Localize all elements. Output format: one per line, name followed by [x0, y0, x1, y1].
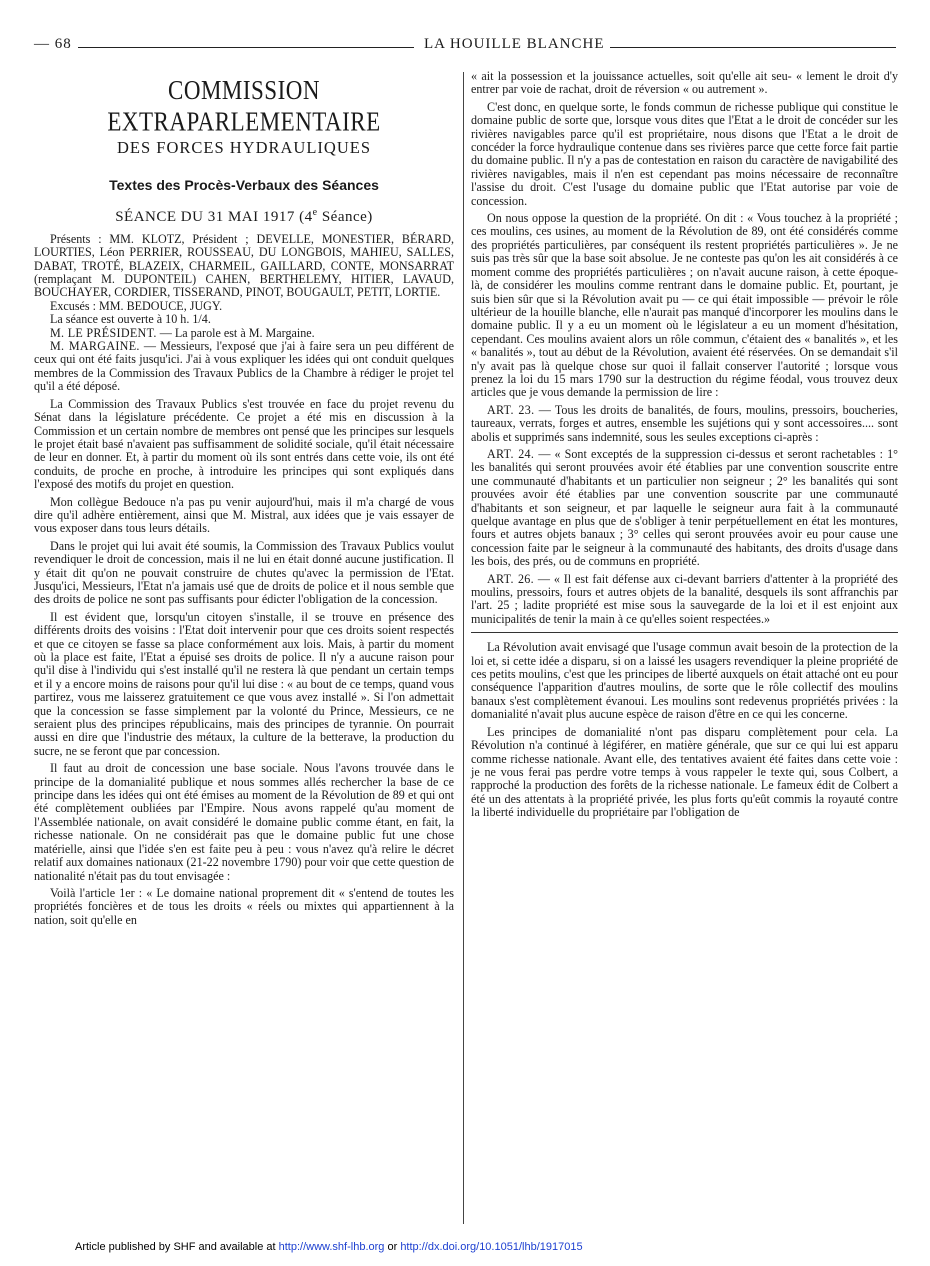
paragraph: Voilà l'article 1er : « Le domaine national proprement dit « s'entend de toutes les propriétés foncières et de tous les droits « réels ou mixtes qui appartiennent à la nation, soit qu'elle en — [34, 885, 454, 927]
right-column — [471, 70, 898, 820]
article-label: ART. 24. — [487, 446, 535, 461]
paragraph: « ait la possession et la jouissance actuelles, soit qu'elle ait seu- « lement le droit d'y entrer par voie de rachat, droit de réversion « ou autrement ». — [471, 69, 898, 97]
page-number: — 68 — [34, 36, 78, 53]
paragraph: Il faut au droit de concession une base sociale. Nous l'avons trouvée dans le principe de la domanialité publique et nous sommes allés rechercher la base de ce principe dans les idées qui ont été émises au moment de la Révolution de 89 et qui ont été complètement oubliées par l'Empire. Nous avons rappelé qu'au moment de l'Assemblée nationale, on avait considéré le domaine public comme étant, en fait, la richesse nationale. On ne considérait pas que le domaine public fut une chose matérielle, ainsi que l'idée s'en est faite peu à peu : vous n'avez qu'à relire le décret relatif aux domaines nationaux (21-22 novembre 1790) pour voir que cette question de nationalité n'était pas du tout envisagée : — [34, 761, 454, 883]
paragraph: M. LE PRÉSIDENT. — La parole est à M. Margaine. — [50, 325, 315, 340]
commission-title: COMMISSION EXTRAPARLEMENTAIRE — [107, 75, 381, 137]
running-header — [34, 36, 896, 56]
article-paragraph: ART. 23. — Tous les droits de banalités, de fours, moulins, pressoirs, boucheries, taureaux, verrats, forges et autres, ensemble les sujétions qui y sont accessoires.... sont abolis et supprimés sans indemnité, sous les seules exceptions ci-après : — [471, 402, 898, 444]
article-paragraph: ART. 26. — « Il est fait défense aux ci-devant barriers d'attenter à la propriété des moulins, pressoirs, fours et autres objets de la banalité, desquels ils sont affranchis par l'art. 25 ; ladite propriété est mise sous la sauvegarde de la loi et il est enjoint aux municipalités de tenir la main à ce qu'elles soient respectées.» — [471, 571, 898, 626]
excused-line: Excusés : MM. BEDOUCE, JUGY. — [50, 298, 223, 313]
paragraph: Les principes de domanialité n'ont pas disparu complètement pour cela. La Révolution n'a continué à légiférer, en matière générale, que sur ce qui lui est apparu comme richesse nationale. Avant elle, des tentatives avaient été faites dans cette voie : je ne vous ferai pas perdre votre temps à vous rappeler le texte qui, sous Colbert, a rapproché la production des forêts de la richesse nationale. Le fameux édit de Colbert a été un des attentats à la propriété privée, les plus forts qu'eût commis la royauté contre la liberté individuelle du propriétaire par l'obligation de — [471, 724, 898, 820]
paragraph: M. MARGAINE. — Messieurs, l'exposé que j'ai à faire sera un peu différent de ceux qui ont été faits jusqu'ici. J'ai à vous expliquer les idées qui ont conduit quelques membres de la Commission des Travaux Publics de la Chambre à rédiger le projet tel qu'il a été déposé. — [34, 339, 454, 394]
left-column — [34, 70, 454, 927]
section-heading: Textes des Procès-Verbaux des Séances — [109, 177, 379, 193]
column-divider — [463, 72, 464, 1224]
publication-footer: Article published by SHF and available at http://www.shf-lhb.org or http://dx.doi.org/10.1051/lhb/1917015 — [75, 1241, 583, 1253]
paragraph: C'est donc, en quelque sorte, le fonds commun de richesse publique qui constitue le domaine public de sorte que, lorsque vous dites que l'Etat a le droit de concéder sur les rivières navigables parce qu'il est propriétaire, nous disons que l'Etat a le droit de concéder la force hydraulique contenue dans ses rivières parce que cette force fait partie du domaine public. Il n'y a pas de contestation en raison du caractère de navigabilité des rivières navigables, mais il n'en est cependant pas moins nécessaire de reconnaître l'assise du droit. C'est l'usage du domaine public que l'Etat autorise par voie de concession. — [471, 99, 898, 208]
paragraph: Dans le projet qui lui avait été soumis, la Commission des Travaux Publics voulut revendiquer le droit de concession, mais il ne lui en était donné aucune justification. Il y était dit qu'on ne pouvait construire de chutes qu'avec la permission de l'Etat. Jusqu'ici, Messieurs, l'Etat n'a jamais usé que de droits de police et il nous semble que des droits de police ne sont pas suffisants pour édicter l'obligation de la concession. — [34, 538, 454, 607]
paragraph: On nous oppose la question de la propriété. On dit : « Vous touchez à la propriété ; ces moulins, ces usines, au moment de la Révolution de 89, ont été considérés comme des propriétés particulières, par conséquent ils restent propriétés particulières ». Je ne suis pas très sûr que la base soit absolue. Je ne conteste pas qu'on les ait considérés à ce moment comme des propriétés particulières ; on n'avait aucune raison, à cette époque-là, de considérer les moulins comme rentrant dans le domaine public. Et, pourtant, je suis bien sûr que si la Révolution avait pu — ce qui était impossible — prévoir le rôle ultérieur de la houille blanche, elle n'aurait pas manqué d'incorporer les moulins dans le domaine public. Il y a eu un moment où le législateur a eu un moment d'hésitation, cependant. Ces moulins avaient alors un rôle commun, c'étaient des « banalités », et les « banalités », tout au début de la Révolution, avaient été réservées. On se demandait s'il n'y avait pas là quelque chose sur quoi il fallait conserver l'autorité ; lorsque vous prenez la loi du 15 mars 1790 sur la destruction du régime féodal, vous trouvez deux articles que je vous demande la permission de lire : — [471, 211, 898, 400]
shf-link[interactable]: http://www.shf-lhb.org — [278, 1241, 385, 1253]
journal-title: LA HOUILLE BLANCHE — [418, 36, 610, 53]
paragraph: Il est évident que, lorsqu'un citoyen s'installe, il se trouve en présence des différents droits des voisins : l'Etat doit intervenir pour que ces droits soient respectés et que ce citoyen se fasse sa place conformément aux lois. Mais, à partir du moment où la place est faite, l'Etat a épuisé ses droits de police. Il n'y a aucune raison pour qu'il dise à l'individu qui s'est installé qu'il ne restera là que pendant un certain temps et il y a encore moins de raisons pour qu'il lui dise : « au bout de ce temps, quand vous partirez, vous me laisserez gratuitement ce que vous avez installé ». Si l'on admettait que la concession se fasse simplement par la volonté du Prince, Messieurs, ce ne seraient plus des principes républicains, mais des principes de tyrannie. On pourrait aussi en dire que l'industrie des métaux, la culture de la betterave, la production du sucre, ne se feront que par concession. — [34, 609, 454, 758]
article-label: ART. 23. — [487, 402, 535, 417]
header-rule-left — [34, 47, 414, 48]
doi-link[interactable]: http://dx.doi.org/10.1051/lhb/1917015 — [400, 1241, 583, 1253]
paragraph: La Révolution avait envisagé que l'usage commun avait besoin de la protection de la loi et, si cette idée a disparu, si on a laissé les usagers revendiquer la pleine propriété de ces petits moulins, c'est que les principes de liberté auxquels on était attaché ont eu pour conséquence l'apparition d'autres moulins, de sorte que le rôle collectif des moulins banaux s'est complètement évanoui. Les moulins sont redevenus propriétés privées : la domanialité n'avait plus aucune espèce de raison d'être en ce qui les concerne. — [471, 640, 898, 722]
article-label: ART. 26. — [487, 571, 534, 586]
paragraph: Mon collègue Bedouce n'a pas pu venir aujourd'hui, mais il m'a chargé de vous dire qu'il adhère entièrement, ainsi que M. Mistral, aux idées que je vais essayer de vous exposer dans tous leurs détails. — [34, 494, 454, 536]
speaker-name: M. MARGAINE. — [50, 339, 140, 354]
opening-line: La séance est ouverte à 10 h. 1/4. — [50, 312, 211, 327]
section-separator — [471, 632, 898, 633]
header-rule-right — [574, 47, 896, 48]
commission-subtitle: DES FORCES HYDRAULIQUES — [116, 138, 372, 157]
attendees-paragraph: Présents : MM. KLOTZ, Président ; DEVELLE, MONESTIER, BÉRARD, LOURTIES, Léon PERRIER, ROUSSEAU, DU LONGBOIS, MAHIEU, SALLES, DABAT, TROTÉ, BLAZEIX, CHARMEIL, GAILLARD, CONTE, MONSARRAT (remplaçant M. DUPONTEIL) CAHEN, BERTHELEMY, HITIER, LAVAUD, BOUCHAYER, CORDIER, TISSERAND, PINOT, BOUGAULT, PETIT, LORTIE. — [34, 231, 454, 300]
article-paragraph: ART. 24. — « Sont exceptés de la suppression ci-dessus et seront rachetables : 1° les banalités qui seront prouvées avoir été établies par une convention souscrite entre une communauté d'habitants et un particulier non seigneur ; 2° les banalités qui sont prouvées avoir été établies par une convention souscrite par une communauté d'habitants et son seigneur, et par laquelle le seigneur aura fait à la communauté quelque avantage en plus que de s'obliger à tenir perpétuellement en état les montures, fours et autres objets banaux ; 3° celles qui seront prouvées avoir eu pour cause une concession faite par le seigneur à la communauté des habitants, des droits d'usage dans les bois, des prés, ou de communs en propriété. — [471, 446, 898, 569]
paragraph: La Commission des Travaux Publics s'est trouvée en face du projet revenu du Sénat dans la législature précédente. Ce projet a été mis en discussion à la Commission et un certain nombre de membres ont pensé que les principes sur lesquels le projet était basé n'avaient pas suffisamment de solidité sociale, qu'il était nécessaire de leur en donner. Et, à partir du moment où ils sont entrés dans cette voie, ils ont été conduits, de proche en proche, à introduire les principes qui sont expliqués dans l'exposé des motifs du projet en question. — [34, 396, 454, 492]
speaker-name: M. LE PRÉSIDENT. — [50, 325, 157, 340]
seance-heading: SÉANCE DU 31 MAI 1917 (4e Séance) — [115, 207, 373, 226]
